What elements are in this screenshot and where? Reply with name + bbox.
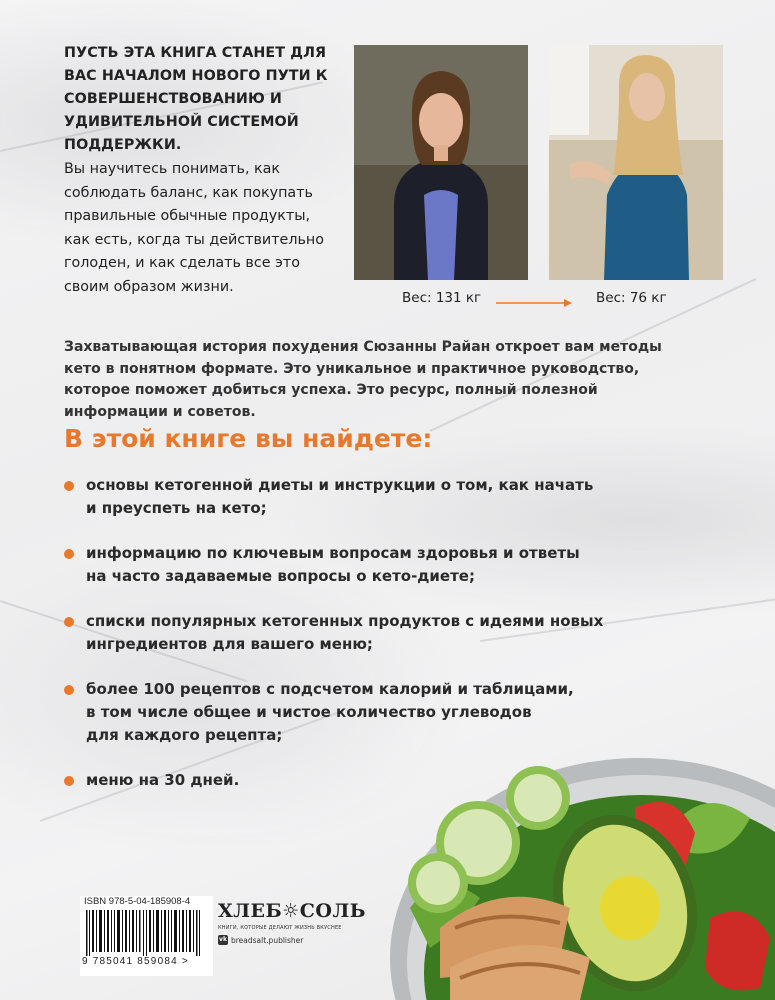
after-woman-image bbox=[549, 45, 723, 280]
list-item: информацию по ключевым вопросам здоровья и ответы на часто задаваемые вопросы о кето-диете; bbox=[64, 542, 684, 588]
publisher-block bbox=[218, 900, 366, 945]
isbn-text: ISBN 978-5-04-185908-4 bbox=[84, 896, 191, 907]
bullet-dot-icon bbox=[64, 549, 74, 559]
vk-icon: vk bbox=[219, 936, 227, 943]
barcode-number: 9 785041 859084 > bbox=[82, 956, 189, 967]
before-weight-label: Вес: 131 кг bbox=[402, 290, 482, 306]
bullet-dot-icon bbox=[64, 685, 74, 695]
salad-illustration bbox=[380, 758, 775, 1000]
publisher-logo: ХЛЕБ☼СОЛЬ bbox=[218, 900, 366, 922]
barcode-bars-icon bbox=[86, 910, 206, 956]
barcode bbox=[80, 896, 213, 976]
list-item: списки популярных кетогенных продуктов с идеями новых ингредиентов для вашего меню; bbox=[64, 610, 684, 656]
before-photo bbox=[354, 45, 528, 280]
list-item: более 100 рецептов с подсчетом калорий и таблицами, в том числе общее и чистое количество углеводов для каждого рецепта; bbox=[64, 678, 684, 747]
intro-paragraph: Вы научитесь понимать, как соблюдать баланс, как покупать правильные обычные продукты, как есть, когда ты действительно голоден, и как сделать все это своим образом жизни. bbox=[64, 161, 324, 295]
before-woman-image bbox=[354, 45, 528, 280]
list-item: основы кетогенной диеты и инструкции о том, как начать и преуспеть на кето; bbox=[64, 474, 684, 520]
after-weight-label: Вес: 76 кг bbox=[596, 290, 667, 306]
publisher-tagline: КНИГИ, КОТОРЫЕ ДЕЛАЮТ ЖИЗНЬ ВКУСНЕЕ bbox=[218, 925, 342, 931]
salad-bowl-image bbox=[380, 758, 775, 1000]
bullet-dot-icon bbox=[64, 617, 74, 627]
bullet-dot-icon bbox=[64, 481, 74, 491]
list-item: меню на 30 дней. bbox=[64, 769, 684, 792]
arrow-right-icon bbox=[496, 298, 572, 308]
bullet-dot-icon bbox=[64, 776, 74, 786]
publisher-site[interactable] bbox=[218, 935, 348, 945]
section-title: В этой книге вы найдете: bbox=[64, 424, 433, 453]
intro-headline: ПУСТЬ ЭТА КНИГА СТАНЕТ ДЛЯ ВАС НАЧАЛОМ НОВОГО ПУТИ К СОВЕРШЕНСТВОВАНИЮ И УДИВИТЕЛЬНОЙ СИСТЕМОЙ ПОДДЕРЖКИ. bbox=[64, 45, 328, 153]
after-photo bbox=[549, 45, 723, 280]
book-description: Захватывающая история похудения Сюзанны Райан откроет вам методы кето в понятном формате. Это уникальное и практичное руководство, которое поможет добиться успеха. Это ресурс, полный полезной информации и советов. bbox=[64, 339, 662, 420]
publisher-site-label: breadsalt.publisher bbox=[231, 935, 304, 945]
